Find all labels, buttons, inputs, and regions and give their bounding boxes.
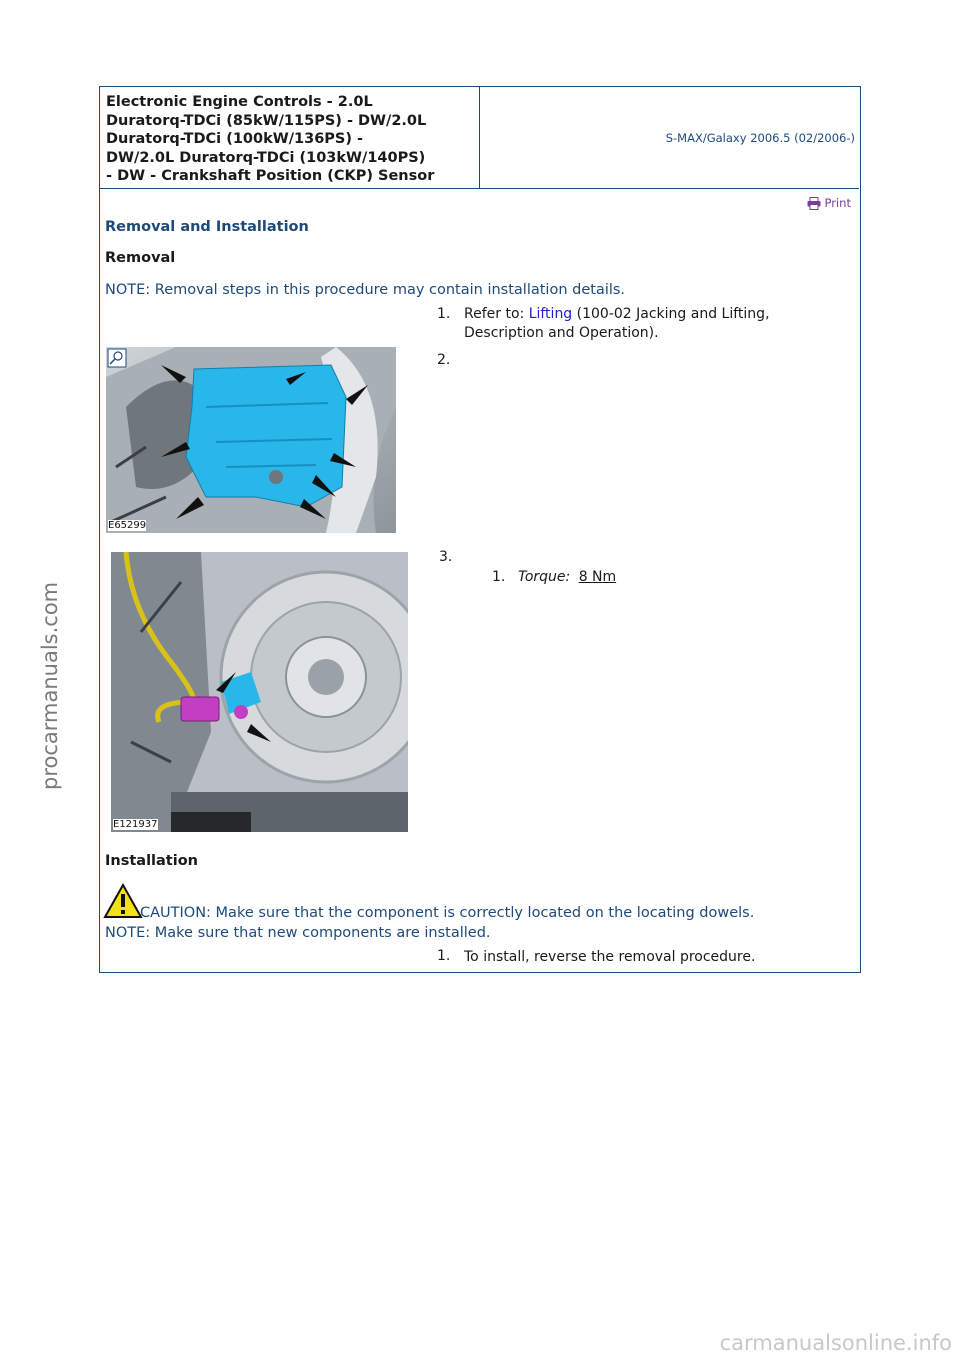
step-1-prefix: Refer to: xyxy=(464,306,529,322)
install-step-text: To install, reverse the removal procedure. xyxy=(464,949,756,965)
section-heading-removal: Removal xyxy=(105,250,176,266)
side-watermark xyxy=(6,560,62,790)
step-number: 1. xyxy=(437,306,451,322)
model-label: S-MAX/Galaxy 2006.5 (02/2006-) xyxy=(665,130,855,145)
image-code: E65299 xyxy=(108,520,147,531)
lifting-link[interactable]: Lifting xyxy=(528,306,573,322)
document-title xyxy=(106,93,473,186)
title-line: Electronic Engine Controls - 2.0L xyxy=(106,94,373,110)
print-label: Print xyxy=(824,196,851,210)
step-number: 1. xyxy=(437,948,451,964)
step-number: 2. xyxy=(437,352,451,368)
step-1-text xyxy=(464,305,770,343)
torque-label: Torque: xyxy=(518,569,571,585)
side-watermark-text: procarmanuals.com xyxy=(38,581,62,790)
header-title-cell xyxy=(100,87,480,189)
install-note: NOTE: Make sure that new components are installed. xyxy=(105,925,491,941)
removal-note: NOTE: Removal steps in this procedure may contain installation details. xyxy=(105,282,626,298)
step-1-rest: (100-02 Jacking and Lifting, xyxy=(572,306,770,322)
image-undershield xyxy=(106,347,396,533)
substep-number: 1. xyxy=(492,569,506,585)
warning-triangle-icon xyxy=(103,883,143,919)
step-number: 3. xyxy=(439,549,453,565)
document-frame xyxy=(99,86,861,973)
title-line: DW/2.0L Duratorq-TDCi (103kW/140PS) xyxy=(106,149,426,166)
caution-text: CAUTION: Make sure that the component is correctly located on the locating dowels. xyxy=(140,905,755,921)
print-button[interactable] xyxy=(807,196,851,210)
step-1-line2: Description and Operation). xyxy=(464,325,659,341)
torque-value: 8 Nm xyxy=(578,569,617,585)
footer-watermark: carmanualsonline.info xyxy=(719,1331,952,1355)
section-heading-removal-installation: Removal and Installation xyxy=(105,219,309,235)
image-ckp-sensor xyxy=(111,552,408,832)
title-line: Duratorq-TDCi (85kW/115PS) - DW/2.0L xyxy=(106,112,427,129)
header-model-cell xyxy=(480,87,859,189)
image-code: E121937 xyxy=(113,819,158,830)
torque-spec xyxy=(518,569,616,585)
title-line: Duratorq-TDCi (100kW/136PS) - xyxy=(106,131,364,147)
printer-icon xyxy=(807,197,821,210)
title-line: - DW - Crankshaft Position (CKP) Sensor xyxy=(106,168,435,184)
section-heading-installation: Installation xyxy=(105,853,198,869)
